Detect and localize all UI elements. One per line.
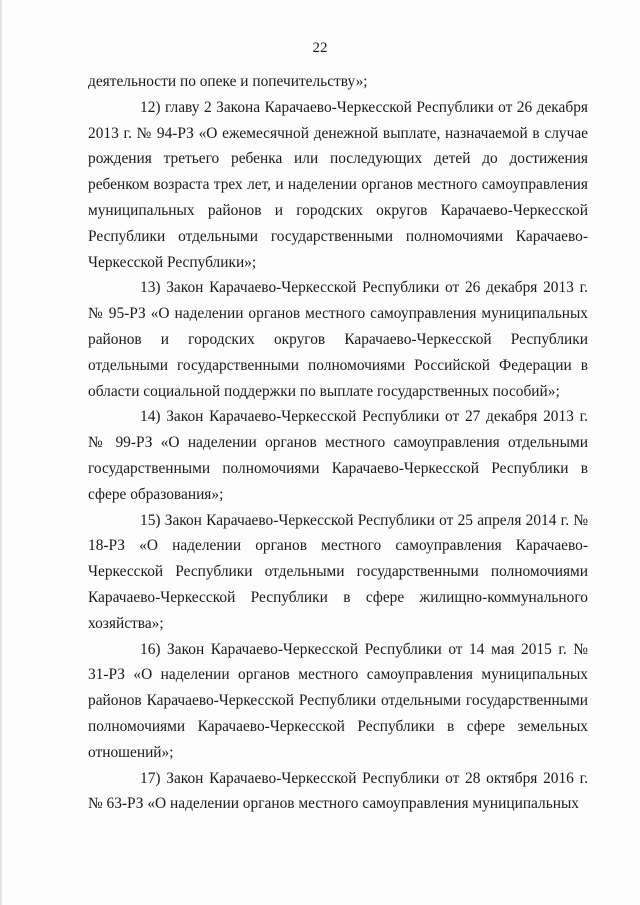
document-body	[88, 69, 588, 817]
paragraph-continuation: деятельности по опеке и попечительству»;	[88, 73, 368, 90]
paragraph-item-13: 13) Закон Карачаево-Черкесской Республики от 26 декабря 2013 г. № 95-РЗ «О наделении органов местного самоуправления муниципальных районов и городских округов Карачаево-Черкесской Республики отдельными государственными полномочиями Российской Федерации в области социальной поддержки по выплате государственных пособий»;	[88, 279, 588, 400]
paragraph-item-12: 12) главу 2 Закона Карачаево-Черкесской Республики от 26 декабря 2013 г. № 94-РЗ «О ежемесячной денежной выплате, назначаемой в случае рождения третьего ребенка или последующих детей до достижения ребенком возраста трех лет, и наделении органов местного самоуправления муниципальных районов и городских округов Карачаево-Черкесской Республики отдельными государственными полномочиями Карачаево-Черкесской Республики»;	[88, 98, 588, 271]
scan-edge-shadow	[0, 0, 3, 905]
paragraph-item-17: 17) Закон Карачаево-Черкесской Республики от 28 октября 2016 г. № 63-РЗ «О наделении органов местного самоуправления муниципальных	[88, 769, 588, 813]
page-number: 22	[312, 40, 328, 56]
paragraph-item-14: 14) Закон Карачаево-Черкесской Республики от 27 декабря 2013 г. № 99-РЗ «О наделении органов местного самоуправления отдельными государственными полномочиями Карачаево-Черкесской Республики в сфере образования»;	[88, 408, 588, 503]
paragraph-item-16: 16) Закон Карачаево-Черкесской Республики от 14 мая 2015 г. № 31-РЗ «О наделении органов местного самоуправления муниципальных районов Карачаево-Черкесской Республики отдельными государственными полномочиями Карачаево-Черкесской Республики в сфере земельных отношений»;	[88, 640, 588, 761]
paragraph-item-15: 15) Закон Карачаево-Черкесской Республики от 25 апреля 2014 г. № 18-РЗ «О наделении органов местного самоуправления Карачаево-Черкесской Республики отдельными государственными полномочиями Карачаево-Черкесской Республики в сфере жилищно-коммунального хозяйства»;	[88, 511, 588, 632]
